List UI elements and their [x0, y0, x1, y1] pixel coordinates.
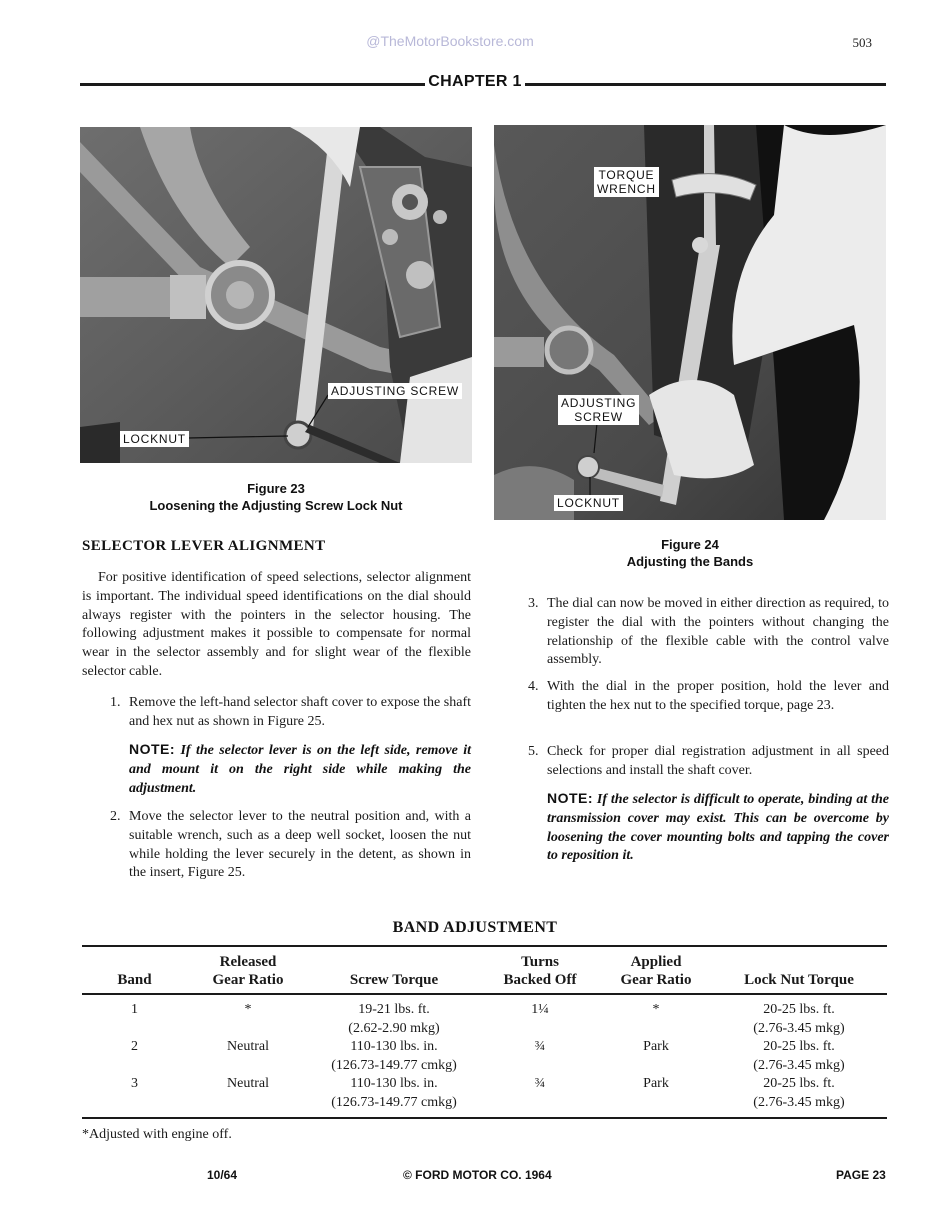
torque-wrench-photo-illustration [494, 125, 886, 520]
footer-date: 10/64 [207, 1168, 238, 1182]
step-5-number: 5. [528, 744, 539, 759]
header-lock-nut-torque: Lock Nut Torque [744, 972, 854, 988]
chapter-title-wrap [0, 73, 950, 91]
note-1-label: NOTE: [129, 741, 176, 757]
callout-torque-wrench [594, 167, 659, 197]
cell-lock-nut-torque: 20-25 lbs. ft. (2.76-3.45 mkg) [753, 1076, 845, 1110]
step-2 [110, 808, 471, 883]
table-row [82, 1075, 887, 1112]
cell-turns: 1¼ [531, 1002, 549, 1017]
chapter-title: CHAPTER 1 [425, 73, 524, 90]
section-heading: SELECTOR LEVER ALIGNMENT [82, 538, 326, 554]
page-number-top: 503 [852, 35, 872, 50]
table-footnote: *Adjusted with engine off. [82, 1127, 232, 1142]
cell-applied: Park [643, 1076, 669, 1091]
cell-band: 1 [131, 1002, 138, 1017]
step-1-number: 1. [110, 695, 121, 710]
step-1 [110, 694, 471, 732]
figure-23-number: Figure 23 [247, 481, 305, 496]
footer-page-number: PAGE 23 [836, 1168, 886, 1182]
note-2-label: NOTE: [547, 790, 594, 806]
note-1-text: If the selector lever is on the left side, remove it and mount it on the right side while making the adjustment. [129, 743, 472, 796]
step-5 [528, 743, 889, 781]
cell-applied: * [652, 1002, 660, 1017]
cell-released: Neutral [227, 1039, 269, 1054]
step-3 [528, 595, 889, 670]
header-screw-torque: Screw Torque [349, 972, 439, 988]
figure-23-photo [80, 127, 472, 463]
callout-adjusting-screw: ADJUSTING SCREW [328, 383, 462, 399]
figure-23-caption [80, 480, 472, 514]
header-turns-backed-off: Turns Backed Off [503, 954, 577, 988]
step-3-number: 3. [528, 596, 539, 611]
cell-screw-torque: 110-130 lbs. in. (126.73-149.77 cmkg) [331, 1039, 457, 1073]
figure-24-title: Adjusting the Bands [626, 554, 754, 569]
figure-24-number: Figure 24 [661, 537, 719, 552]
note-1 [129, 740, 471, 798]
cell-released: * [244, 1002, 252, 1017]
cell-turns: ¾ [534, 1076, 546, 1091]
table-title: BAND ADJUSTMENT [392, 919, 558, 936]
cell-applied: Park [643, 1039, 669, 1054]
cell-turns: ¾ [534, 1039, 546, 1054]
watermark: @TheMotorBookstore.com [366, 33, 534, 49]
step-2-number: 2. [110, 809, 121, 824]
band-adjustment-table [82, 950, 887, 1112]
cell-screw-torque: 110-130 lbs. in. (126.73-149.77 cmkg) [331, 1076, 457, 1110]
footer-copyright: © FORD MOTOR CO. 1964 [403, 1168, 552, 1182]
callout-locknut-24: LOCKNUT [554, 495, 623, 511]
note-2-text: If the selector is difficult to operate, binding at the transmission cover may exist. This can be overcome by loosening the cover mounting bolts and tapping the cover to reposition it. [547, 792, 890, 864]
step-1-text: Remove the left-hand selector shaft cover to expose the shaft and hex nut as shown in Figure 25. [129, 695, 471, 729]
callout-torque-line2: WRENCH [597, 182, 656, 196]
header-released-gear-ratio: Released Gear Ratio [212, 954, 284, 988]
cell-lock-nut-torque: 20-25 lbs. ft. (2.76-3.45 mkg) [753, 1039, 845, 1073]
header-band: Band [117, 972, 152, 988]
step-4 [528, 678, 889, 716]
cell-band: 3 [131, 1076, 138, 1091]
table-top-rule [82, 945, 887, 947]
intro-paragraph: For positive identification of speed selections, selector alignment is important. The individual speed identifications on the dial should always register with the pointers in the selector housing. The following adjustment makes it possible to compensate for normal wear in the selector assembly and for slight wear of the flexible selector cable. [82, 570, 471, 679]
step-4-number: 4. [528, 679, 539, 694]
table-row [82, 994, 887, 1038]
cell-released: Neutral [227, 1076, 269, 1091]
callout-adjusting-line1: ADJUSTING [561, 396, 637, 410]
table-bottom-rule [82, 1117, 887, 1119]
callout-locknut: LOCKNUT [120, 431, 189, 447]
header-applied-gear-ratio: Applied Gear Ratio [620, 954, 692, 988]
figure-24-photo [494, 125, 886, 520]
callout-torque-line1: TORQUE [598, 168, 655, 182]
table-header-row [82, 950, 887, 994]
figure-24-caption [494, 536, 886, 570]
step-2-text: Move the selector lever to the neutral position and, with a suitable wrench, such as a deep well socket, loosen the nut while holding the lever securely in the detent, as shown in the insert, Figure 25. [129, 809, 471, 881]
engine-photo-illustration [80, 127, 472, 463]
cell-band: 2 [131, 1039, 138, 1054]
callout-adjusting-line2: SCREW [574, 410, 623, 424]
step-3-text: The dial can now be moved in either direction as required, to register the dial with the pointers without changing the relationship of the flexible cable with the control valve assembly. [547, 596, 889, 668]
step-5-text: Check for proper dial registration adjustment in all speed selections and install the shaft cover. [547, 744, 889, 778]
cell-lock-nut-torque: 20-25 lbs. ft. (2.76-3.45 mkg) [753, 1002, 845, 1036]
step-4-text: With the dial in the proper position, hold the lever and tighten the hex nut to the specified torque, page 23. [547, 679, 889, 713]
callout-adjusting-screw-24 [558, 395, 639, 425]
note-2 [547, 789, 889, 866]
table-row [82, 1038, 887, 1075]
cell-screw-torque: 19-21 lbs. ft. (2.62-2.90 mkg) [348, 1002, 440, 1036]
figure-23-title: Loosening the Adjusting Screw Lock Nut [149, 498, 403, 513]
